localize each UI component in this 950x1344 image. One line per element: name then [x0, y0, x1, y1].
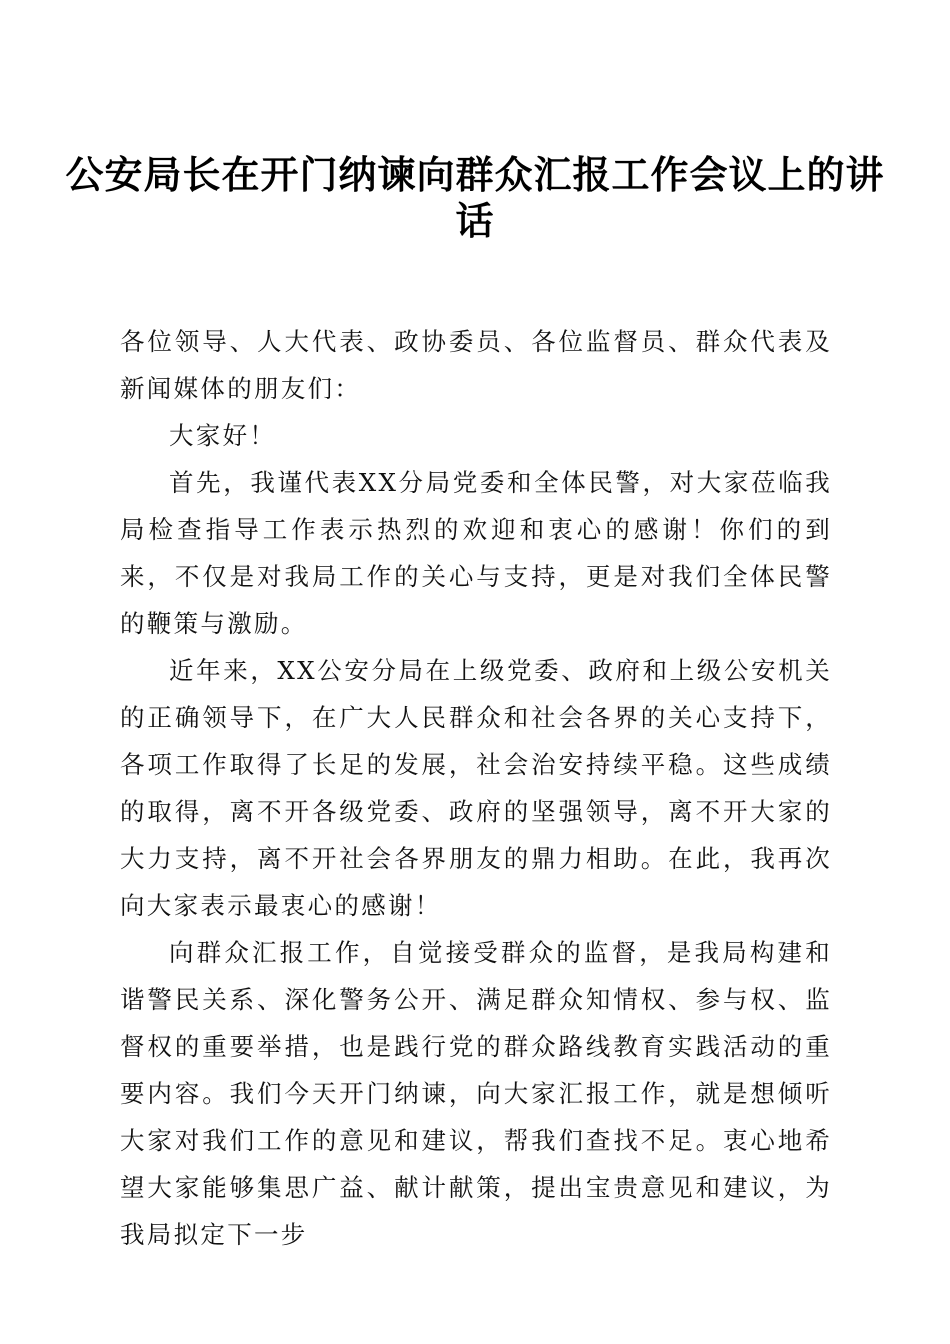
- document-title: 公安局长在开门纳谏向群众汇报工作会议上的讲话: [65, 152, 885, 243]
- paragraph-welcome: 首先，我谨代表XX分局党委和全体民警，对大家莅临我局检查指导工作表示热烈的欢迎和衷心的感谢！你们的到来，不仅是对我局工作的关心与支持，更是对我们全体民警的鞭策与激励。: [120, 468, 832, 638]
- paragraph-purpose: 向群众汇报工作，自觉接受群众的监督，是我局构建和谐警民关系、深化警务公开、满足群众知情权、参与权、监督权的重要举措，也是践行党的群众路线教育实践活动的重要内容。我们今天开门纳谏，向大家汇报工作，就是想倾听大家对我们工作的意见和建议，帮我们查找不足。衷心地希望大家能够集思广益、献计献策，提出宝贵意见和建议，为我局拟定下一步: [120, 938, 832, 1249]
- paragraph-greeting: 大家好！: [169, 421, 277, 450]
- salutation: 各位领导、人大代表、政协委员、各位监督员、群众代表及新闻媒体的朋友们：: [120, 327, 832, 403]
- paragraph-achievements: 近年来，XX公安分局在上级党委、政府和上级公安机关的正确领导下，在广大人民群众和社会各界的关心支持下，各项工作取得了长足的发展，社会治安持续平稳。这些成绩的取得，离不开各级党委、政府的坚强领导，离不开大家的大力支持，离不开社会各界朋友的鼎力相助。在此，我再次向大家表示最衷心的感谢！: [120, 656, 832, 920]
- document-body: [120, 318, 832, 1258]
